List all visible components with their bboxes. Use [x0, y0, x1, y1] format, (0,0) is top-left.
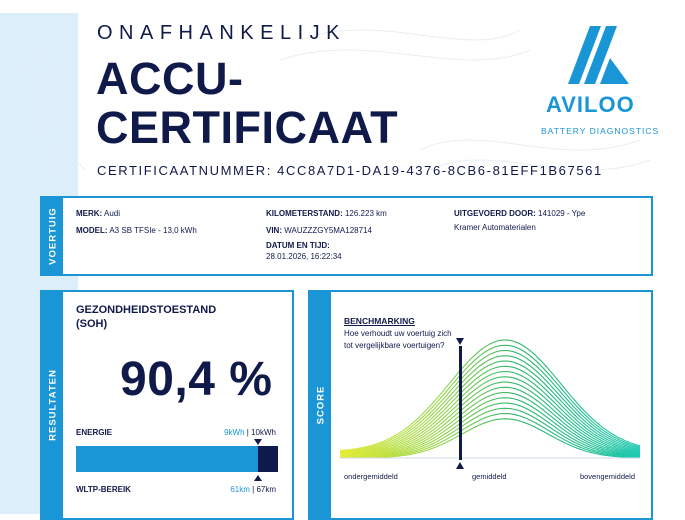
energy-max: 10kWh	[251, 428, 276, 437]
performed-by-label: UITGEVOERD DOOR:	[454, 209, 536, 218]
energy-bar	[76, 446, 278, 472]
vin-field	[266, 225, 372, 236]
model-value: A3 SB TFSIe - 13,0 kWh	[109, 226, 197, 235]
bell-curve-line	[340, 345, 640, 451]
wltp-values	[230, 485, 276, 494]
certificate-number: CERTIFICAATNUMMER: 4CC8A7D1-DA19-4376-8CB6-81EFF1B67561	[97, 163, 603, 178]
datetime-label: DATUM EN TIJD:	[266, 241, 330, 250]
energy-label: ENERGIE	[76, 428, 113, 437]
logo-wordmark: AVILOO	[546, 92, 635, 117]
brand-label: MERK:	[76, 209, 103, 218]
page-title	[96, 54, 398, 152]
soh-title-line1: GEZONDHEIDSTOESTAND	[76, 304, 217, 316]
benchmark-title: BENCHMARKING	[344, 316, 415, 326]
benchmark-question: Hoe verhoudt uw voertuig zich tot vergelijkbare voertuigen?	[344, 329, 452, 350]
model-field	[76, 225, 197, 236]
score-panel	[308, 290, 653, 520]
axis-label-high: bovengemiddeld	[579, 472, 635, 481]
performed-by-field	[454, 208, 585, 233]
wltp-separator: |	[249, 485, 257, 494]
score-tab	[310, 292, 331, 518]
page-title-line1: ACCU-	[96, 53, 244, 104]
mileage-label: KILOMETERSTAND:	[266, 209, 343, 218]
results-tab-label: RESULTATEN	[47, 369, 58, 441]
score-top-marker-icon	[456, 338, 464, 345]
datetime-value: 28.01.2026, 16:22:34	[266, 252, 342, 261]
mileage-field	[266, 208, 387, 219]
results-tab	[42, 292, 63, 518]
datetime-field	[266, 240, 342, 262]
wltp-current: 61km	[230, 485, 250, 494]
performed-by-value: 141029 - Ype	[538, 209, 586, 218]
soh-title	[76, 303, 216, 331]
pre-title: ONAFHANKELIJK	[97, 22, 346, 44]
axis-label-mid: gemiddeld	[472, 472, 507, 481]
energy-values	[224, 428, 276, 437]
logo-tagline: BATTERY DIAGNOSTICS	[541, 126, 660, 136]
score-position-line	[459, 346, 462, 460]
vehicle-tab-label: VOERTUIG	[47, 207, 58, 265]
axis-label-low: ondergemiddeld	[344, 472, 398, 481]
model-label: MODEL:	[76, 226, 108, 235]
brand-field	[76, 208, 120, 219]
wltp-label: WLTP-BEREIK	[76, 485, 131, 494]
soh-value: 90,4 %	[120, 353, 273, 406]
vin-value: WAUZZZGY5MA128714	[284, 226, 372, 235]
vehicle-tab	[42, 198, 63, 274]
brand-value: Audi	[104, 209, 121, 218]
aviloo-logo-icon	[540, 22, 660, 142]
page-title-line2: CERTIFICAAT	[96, 102, 399, 153]
vin-label: VIN:	[266, 226, 282, 235]
soh-title-line2: (SOH)	[76, 318, 108, 330]
energy-separator: |	[244, 428, 252, 437]
vehicle-panel	[40, 196, 653, 276]
results-panel	[40, 290, 294, 520]
energy-marker-icon	[254, 439, 262, 445]
energy-bar-fill	[76, 446, 258, 472]
wltp-max: 67km	[256, 485, 276, 494]
wltp-marker-icon	[254, 475, 262, 481]
performed-by-company: Kramer Automaterialen	[454, 223, 536, 232]
mileage-value: 126.223 km	[344, 209, 387, 218]
score-bottom-marker-icon	[456, 462, 464, 469]
score-tab-label: SCORE	[315, 385, 326, 425]
energy-current: 9kWh	[224, 428, 245, 437]
